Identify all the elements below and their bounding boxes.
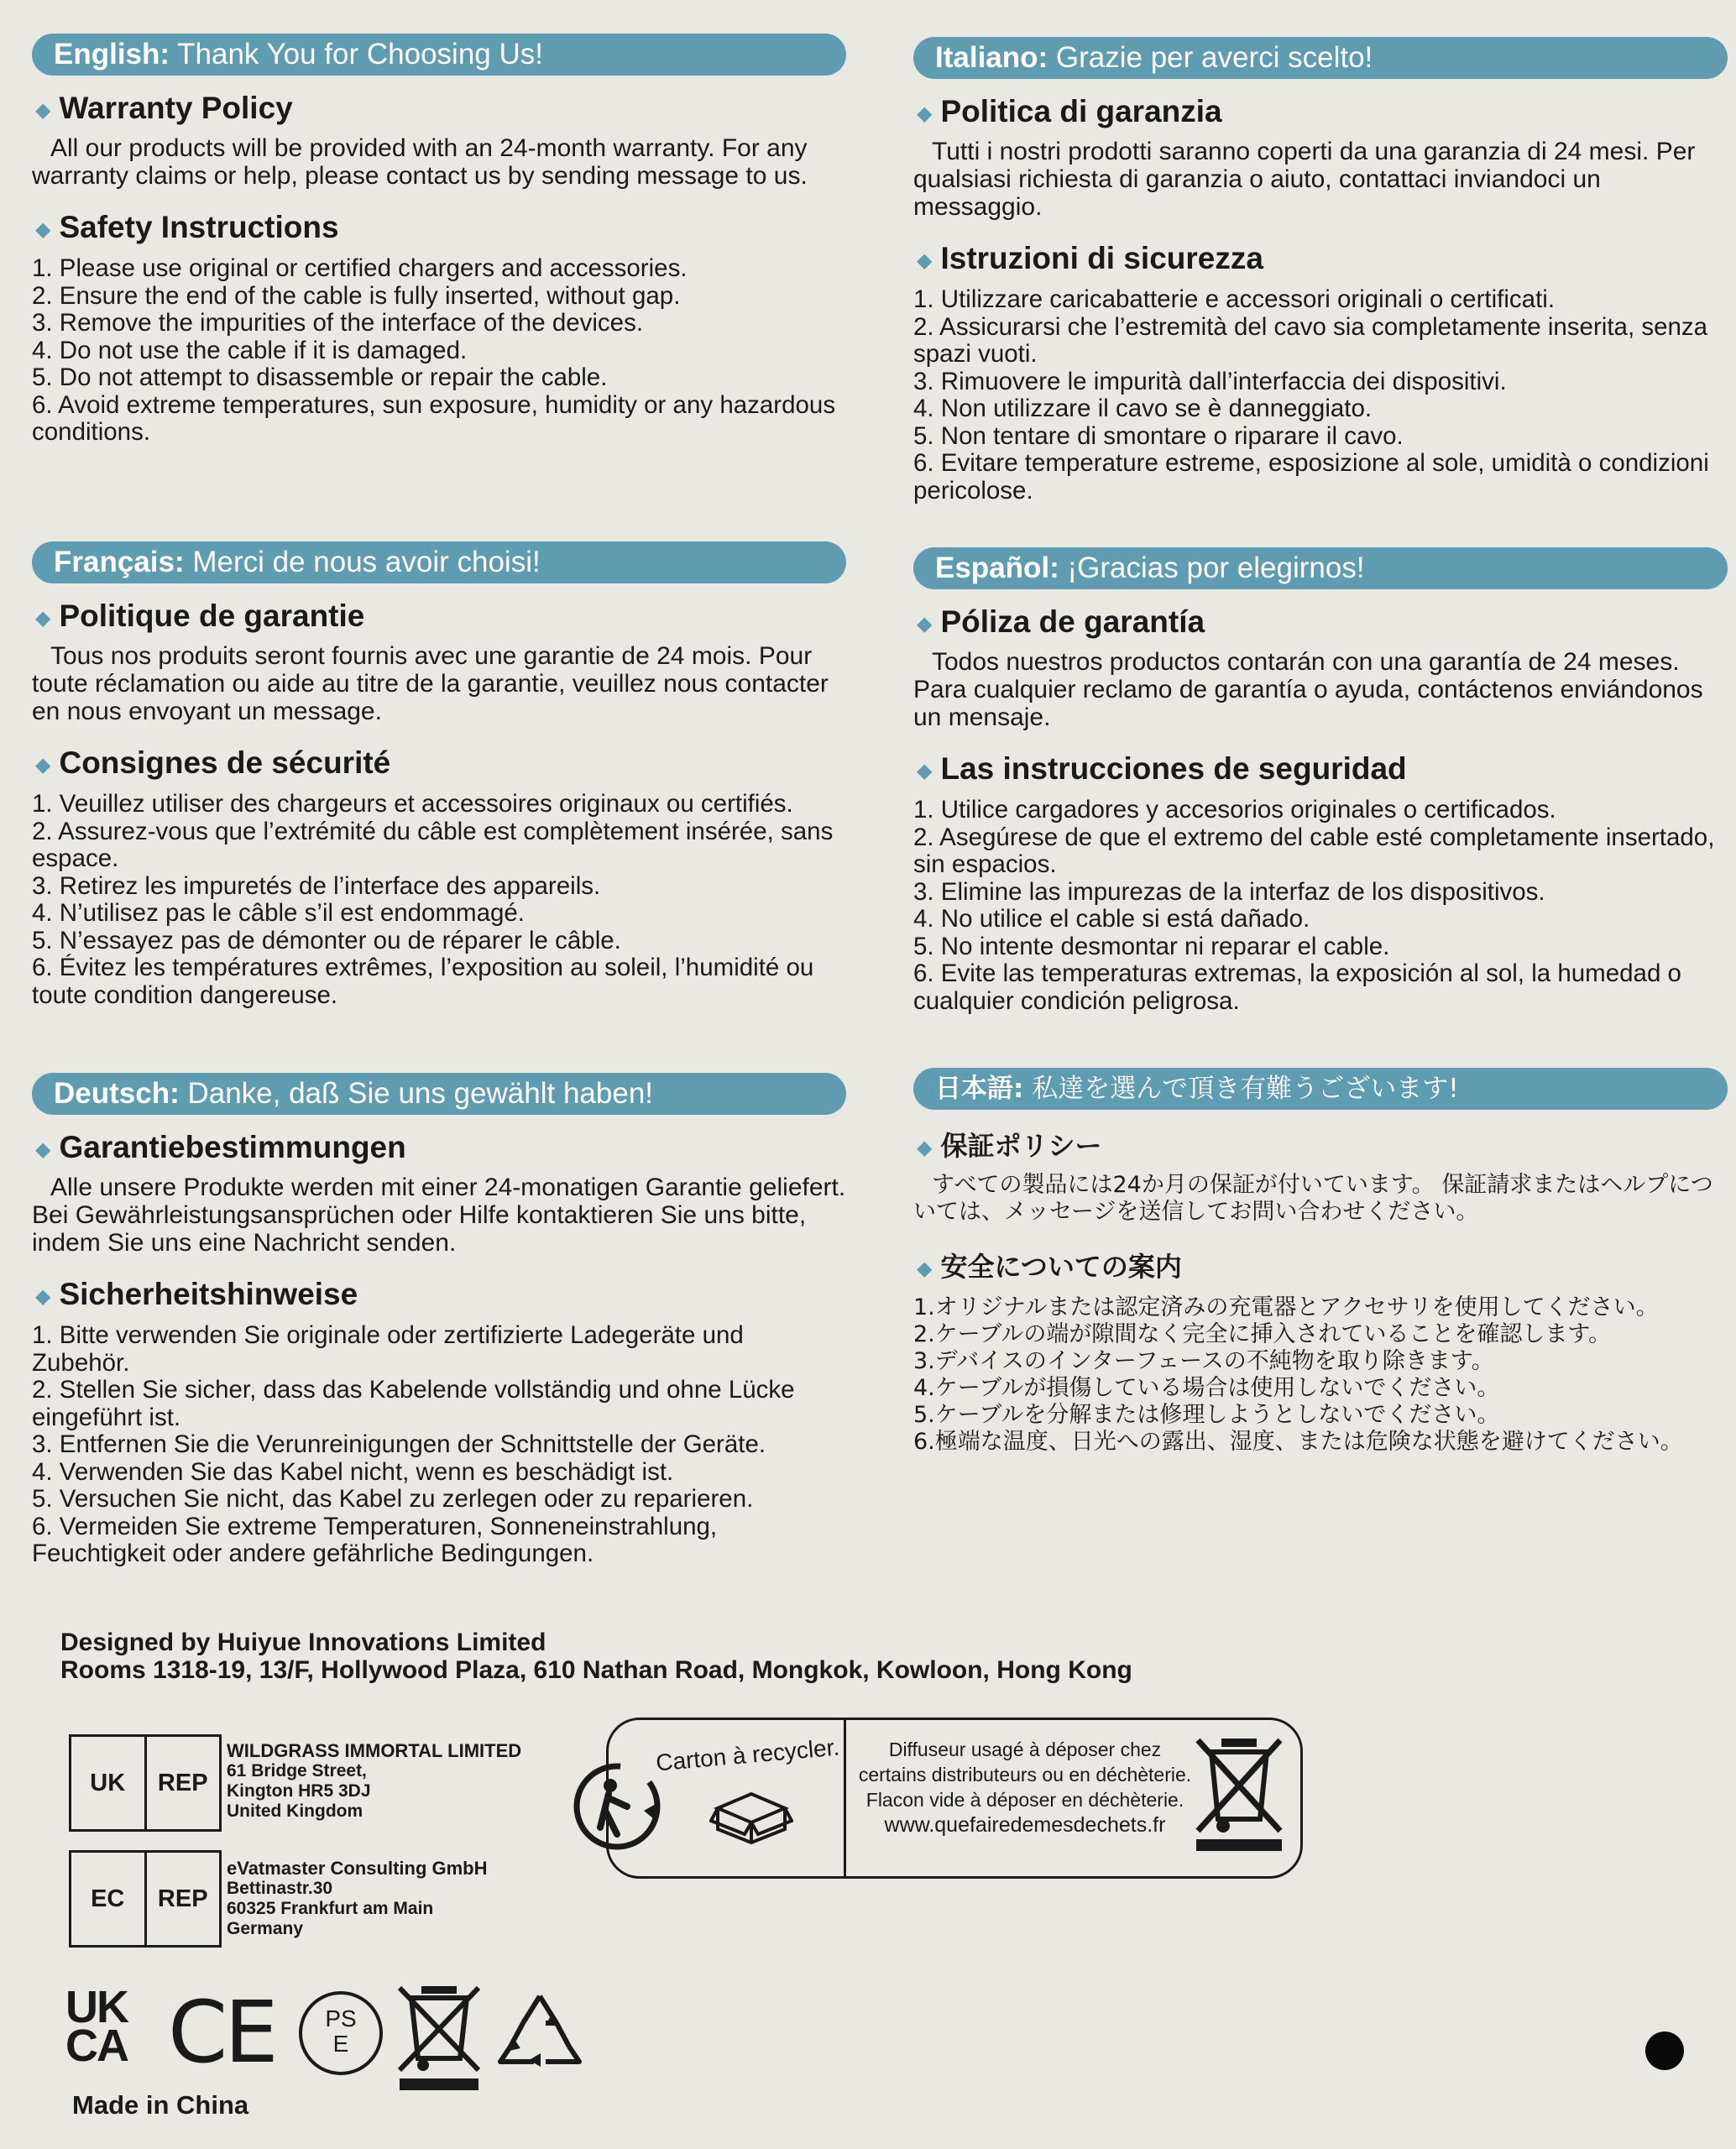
weee-bin-icon-small xyxy=(393,1981,485,2094)
ec-rep-address xyxy=(227,1859,488,1939)
list-item: 4.ケーブルが損傷している場合は使用しないでください。 xyxy=(913,1375,1500,1401)
list-item: 6.極端な温度、日光への露出、湿度、または危険な状態を避けてください。 xyxy=(913,1429,1683,1455)
uk-rep-line: WILDGRASS IMMORTAL LIMITED xyxy=(227,1740,522,1761)
ec-rep-right: REP xyxy=(144,1853,220,1945)
ukca-bottom: CA xyxy=(65,2021,128,2071)
diamond-bullet-icon: ◆ xyxy=(917,759,933,782)
fr-line: certains distributeurs ou en déchèterie. xyxy=(858,1764,1192,1786)
diamond-bullet-icon: ◆ xyxy=(35,217,51,241)
japanese-safety-title: ◆ 安全についての案内 xyxy=(917,1251,1182,1283)
english-warranty-text: All our products will be provided with an 24-month warranty. For any warranty claims or help, please contact us by sending message to us. xyxy=(32,134,808,190)
list-item: 5. Do not attempt to disassemble or repair the cable. xyxy=(32,363,608,391)
recycle-icon xyxy=(494,1988,586,2072)
uk-rep-right: REP xyxy=(144,1737,220,1829)
deutsch-header: Deutsch: Danke, daß Sie uns gewählt haben! xyxy=(32,1073,846,1115)
ec-rep-line: eVatmaster Consulting GmbH xyxy=(227,1858,488,1879)
list-item: 6. Évitez les températures extrêmes, l’exposition au soleil, l’humidité ou toute condition dangereuse. xyxy=(32,954,814,1009)
diamond-bullet-icon: ◆ xyxy=(35,753,51,776)
japanese-section xyxy=(913,1068,1728,1456)
francais-header: Français: Merci de nous avoir choisi! xyxy=(32,541,846,583)
list-item: 1. Bitte verwenden Sie originale oder zertifizierte Ladegeräte und Zubehör. xyxy=(32,1321,744,1377)
italiano-warranty-title: ◆ Politica di garanzia xyxy=(917,94,1222,128)
uk-rep-box xyxy=(69,1734,222,1832)
deutsch-safety-list xyxy=(32,1322,846,1568)
list-item: 5. Versuchen Sie nicht, das Kabel zu zerlegen oder zu reparieren. xyxy=(32,1485,754,1513)
list-item: 5. No intente desmontar ni reparar el cable. xyxy=(913,932,1390,960)
espanol-section xyxy=(913,547,1728,1015)
uk-rep-address xyxy=(227,1741,521,1822)
french-recycling-panel xyxy=(606,1718,1303,1879)
ce-mark: CE xyxy=(168,1983,275,2083)
list-item: 2. Ensure the end of the cable is fully inserted, without gap. xyxy=(32,281,681,310)
italiano-safety-list xyxy=(913,286,1728,505)
italiano-section xyxy=(913,37,1728,505)
list-item: 4. Do not use the cable if it is damaged. xyxy=(32,336,468,364)
uk-rep-line: 61 Bridge Street, xyxy=(227,1761,367,1780)
diamond-bullet-icon: ◆ xyxy=(35,98,51,122)
english-header: English: Thank You for Choosing Us! xyxy=(32,34,846,76)
list-item: 6. Evite las temperaturas extremas, la exposición al sol, la humedad o cualquier condición peligrosa. xyxy=(913,959,1681,1015)
weee-bin-icon xyxy=(1193,1732,1285,1858)
list-item: 1. Please use original or certified chargers and accessories. xyxy=(32,254,688,282)
francais-section xyxy=(32,541,846,1009)
list-item: 2. Assurez-vous que l’extrémité du câble est complètement insérée, sans espace. xyxy=(32,817,834,872)
triman-icon xyxy=(567,1760,667,1853)
list-item: 2. Assicurarsi che l’estremità del cavo sia completamente inserita, senza spazi vuoti. xyxy=(913,312,1708,368)
list-item: 1. Veuillez utiliser des chargeurs et accessoires originaux ou certifiés. xyxy=(32,790,793,818)
italiano-header: Italiano: Grazie per averci scelto! xyxy=(913,37,1728,79)
english-safety-list xyxy=(32,255,846,447)
japanese-header: 日本語: 私達を選んで頂き有難うございます! xyxy=(913,1068,1728,1110)
diamond-bullet-icon: ◆ xyxy=(35,606,51,630)
francais-warranty-text: Tous nos produits seront fournis avec une garantie de 24 mois. Pour toute réclamation ou aide au titre de la garantie, veuillez nous contacter en nous envoyant un message. xyxy=(32,642,829,725)
fr-line: Diffuseur usagé à déposer chez xyxy=(888,1739,1162,1760)
list-item: 4. Non utilizzare il cavo se è danneggiato. xyxy=(913,395,1373,422)
diamond-bullet-icon: ◆ xyxy=(917,248,933,272)
espanol-safety-title: ◆ Las instrucciones de seguridad xyxy=(917,751,1407,786)
list-item: 3. Elimine las impurezas de la interfaz de los dispositivos. xyxy=(913,877,1545,906)
designer-address: Rooms 1318-19, 13/F, Hollywood Plaza, 610 Nathan Road, Mongkok, Kowloon, Hong Kong xyxy=(60,1656,1132,1684)
deutsch-warranty-title: ◆ Garantiebestimmungen xyxy=(35,1130,406,1164)
pse-mark xyxy=(299,1991,383,2075)
list-item: 2. Asegúrese de que el extremo del cable esté completamente insertado, sin espacios. xyxy=(913,823,1715,878)
japanese-safety-list xyxy=(913,1294,1728,1456)
francais-warranty-title: ◆ Politique de garantie xyxy=(35,599,365,633)
list-item: 3. Rimuovere le impurità dall’interfaccia dei dispositivi. xyxy=(913,367,1507,395)
designer-info xyxy=(60,1629,1132,1684)
list-item: 1. Utilice cargadores y accesorios originales o certificados. xyxy=(913,796,1556,824)
ec-rep-box xyxy=(69,1850,222,1948)
list-item: 4. N’utilisez pas le câble s’il est endommagé. xyxy=(32,899,526,927)
list-item: 5. Non tentare di smontare o riparare il cavo. xyxy=(913,421,1404,450)
designer-line-1: Designed by Huiyue Innovations Limited xyxy=(60,1629,546,1656)
fr-url: www.quefairedemesdechets.fr xyxy=(884,1813,1166,1837)
panel-divider xyxy=(844,1720,846,1876)
french-disposal-text xyxy=(849,1737,1201,1838)
diamond-bullet-icon: ◆ xyxy=(35,1284,51,1308)
deutsch-warranty-text: Alle unsere Produkte werden mit einer 24-monatigen Garantie geliefert. Bei Gewährleistungsansprüchen oder Hilfe kontaktieren Sie uns bitte, indem Sie uns eine Nachricht senden. xyxy=(32,1174,846,1257)
francais-safety-title: ◆ Consignes de sécurité xyxy=(35,745,391,780)
diamond-bullet-icon: ◆ xyxy=(35,1137,51,1161)
list-item: 3. Remove the impurities of the interface of the devices. xyxy=(32,309,644,337)
ukca-mark xyxy=(65,1982,149,2071)
ukca-top: UK xyxy=(65,1982,128,2032)
italiano-safety-title: ◆ Istruzioni di sicurezza xyxy=(917,241,1263,275)
list-item: 3. Entfernen Sie die Verunreinigungen der Schnittstelle der Geräte. xyxy=(32,1430,766,1458)
uk-rep-left: UK xyxy=(90,1769,126,1796)
carton-box-icon xyxy=(709,1787,793,1846)
ec-rep-line: Bettinastr.30 xyxy=(227,1879,333,1898)
deutsch-safety-title: ◆ Sicherheitshinweise xyxy=(35,1277,358,1311)
list-item: 5. N’essayez pas de démonter ou de réparer le câble. xyxy=(32,926,621,954)
ec-rep-line: Germany xyxy=(227,1919,304,1938)
list-item: 3. Retirez les impuretés de l’interface des appareils. xyxy=(32,871,601,900)
list-item: 6. Vermeiden Sie extreme Temperaturen, Sonneneinstrahlung, Feuchtigkeit oder andere gefährliche Bedingungen. xyxy=(32,1512,718,1567)
diamond-bullet-icon: ◆ xyxy=(917,1257,933,1280)
list-item: 6. Evitare temperature estreme, esposizione al sole, umidità o condizioni pericolose. xyxy=(913,449,1709,505)
made-in-label: Made in China xyxy=(72,2090,249,2120)
japanese-warranty-title: ◆ 保証ポリシー xyxy=(917,1130,1102,1162)
list-item: 1.オリジナルまたは認定済みの充電器とアクセサリを使用してください。 xyxy=(913,1294,1659,1320)
diamond-bullet-icon: ◆ xyxy=(917,1136,933,1159)
list-item: 2.ケーブルの端が隙間なく完全に挿入されていることを確認します。 xyxy=(913,1321,1612,1347)
ec-rep-line: 60325 Frankfurt am Main xyxy=(227,1899,434,1918)
espanol-warranty-title: ◆ Póliza de garantía xyxy=(917,604,1205,639)
english-section xyxy=(32,34,846,447)
ec-rep-left: EC xyxy=(91,1885,125,1912)
diamond-bullet-icon: ◆ xyxy=(917,612,933,635)
list-item: 3.デバイスのインターフェースの不純物を取り除きます。 xyxy=(913,1348,1494,1374)
list-item: 2. Stellen Sie sicher, dass das Kabelende vollständig und ohne Lücke eingeführt ist. xyxy=(32,1376,795,1431)
list-item: 4. Verwenden Sie das Kabel nicht, wenn es beschädigt ist. xyxy=(32,1457,674,1486)
pse-top: PS xyxy=(325,2005,357,2031)
english-safety-title: ◆ Safety Instructions xyxy=(35,210,339,244)
espanol-header: Español: ¡Gracias por elegirnos! xyxy=(913,547,1728,589)
list-item: 1. Utilizzare caricabatterie e accessori originali o certificati. xyxy=(913,285,1556,313)
pse-bottom: E xyxy=(332,2031,349,2057)
italiano-warranty-text: Tutti i nostri prodotti saranno coperti da una garanzia di 24 mesi. Per qualsiasi richiesta di garanzia o aiuto, contattaci inviandoci un messaggio. xyxy=(913,138,1696,221)
francais-safety-list xyxy=(32,791,846,1009)
list-item: 4. No utilice el cable si está dañado. xyxy=(913,905,1310,933)
list-item: 5.ケーブルを分解または修理しようとしないでください。 xyxy=(913,1402,1500,1428)
uk-rep-line: Kington HR5 3DJ xyxy=(227,1781,371,1801)
fr-line: Flacon vide à déposer en déchèterie. xyxy=(865,1789,1184,1811)
espanol-safety-list xyxy=(913,797,1728,1015)
uk-rep-line: United Kingdom xyxy=(227,1801,363,1821)
diamond-bullet-icon: ◆ xyxy=(917,102,933,125)
japanese-warranty-text: すべての製品には24か月の保証が付いています。 保証請求またはヘルプについては、メッセージを送信してお問い合わせください。 xyxy=(913,1172,1713,1225)
espanol-warranty-text: Todos nuestros productos contarán con una garantía de 24 meses. Para cualquier reclamo de garantía o ayuda, contáctenos enviándonos un mensaje. xyxy=(913,648,1703,731)
deutsch-section xyxy=(32,1073,846,1568)
black-dot xyxy=(1645,2031,1684,2070)
list-item: 6. Avoid extreme temperatures, sun exposure, humidity or any hazardous conditions. xyxy=(32,390,836,446)
carton-recycle-text: Carton à recycler. xyxy=(655,1733,841,1776)
english-warranty-title: ◆ Warranty Policy xyxy=(35,91,293,125)
